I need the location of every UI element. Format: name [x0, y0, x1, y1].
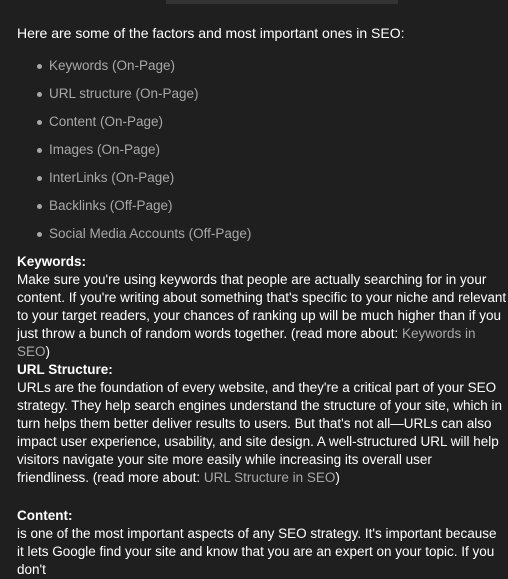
list-item: Content (On-Page)	[49, 112, 251, 140]
list-item: Images (On-Page)	[49, 140, 251, 168]
url-structure-close-paren: )	[335, 470, 340, 485]
url-structure-heading: URL Structure:	[17, 362, 113, 377]
list-item: Backlinks (Off-Page)	[49, 196, 251, 224]
keywords-section	[17, 253, 507, 361]
list-item: InterLinks (On-Page)	[49, 168, 251, 196]
seo-factors-list	[17, 56, 251, 252]
top-bar	[166, 0, 398, 4]
content-section	[17, 507, 507, 579]
url-structure-in-seo-link[interactable]: URL Structure in SEO	[203, 470, 336, 485]
keywords-body: Make sure you're using keywords that people are actually searching for in your content. If you're writing about something that's specific to your niche and relevant to your target readers, your chances of ranking up will be much higher than if you just throw a bunch of random words together. (read more about:	[17, 272, 507, 341]
content-heading: Content:	[17, 508, 73, 523]
keywords-heading: Keywords:	[17, 254, 87, 269]
list-item: Keywords (On-Page)	[49, 56, 251, 84]
intro-text: Here are some of the factors and most important ones in SEO:	[17, 25, 405, 41]
list-item: URL structure (On-Page)	[49, 84, 251, 112]
url-structure-body: URLs are the foundation of every website, and they're a critical part of your SEO strategy. They help search engines understand the structure of your site, which in turn helps them better deliver results to users. But that's not all—URLs can also impact user experience, usability, and site design. A well-structured URL will help visitors navigate your site more easily while increasing its overall user friendliness. (read more about:	[17, 380, 503, 485]
list-item: Social Media Accounts (Off-Page)	[49, 224, 251, 252]
keywords-close-paren: )	[45, 344, 51, 359]
url-structure-section	[17, 361, 507, 487]
keywords-in-seo-link[interactable]: Keywords in SEO	[17, 326, 476, 359]
url-structure-paragraph	[17, 379, 507, 487]
content-paragraph: is one of the most important aspects of any SEO strategy. It's important because it lets Google find your site and know that you are an expert on your topic. If you don't	[17, 526, 497, 577]
keywords-paragraph	[17, 271, 507, 361]
